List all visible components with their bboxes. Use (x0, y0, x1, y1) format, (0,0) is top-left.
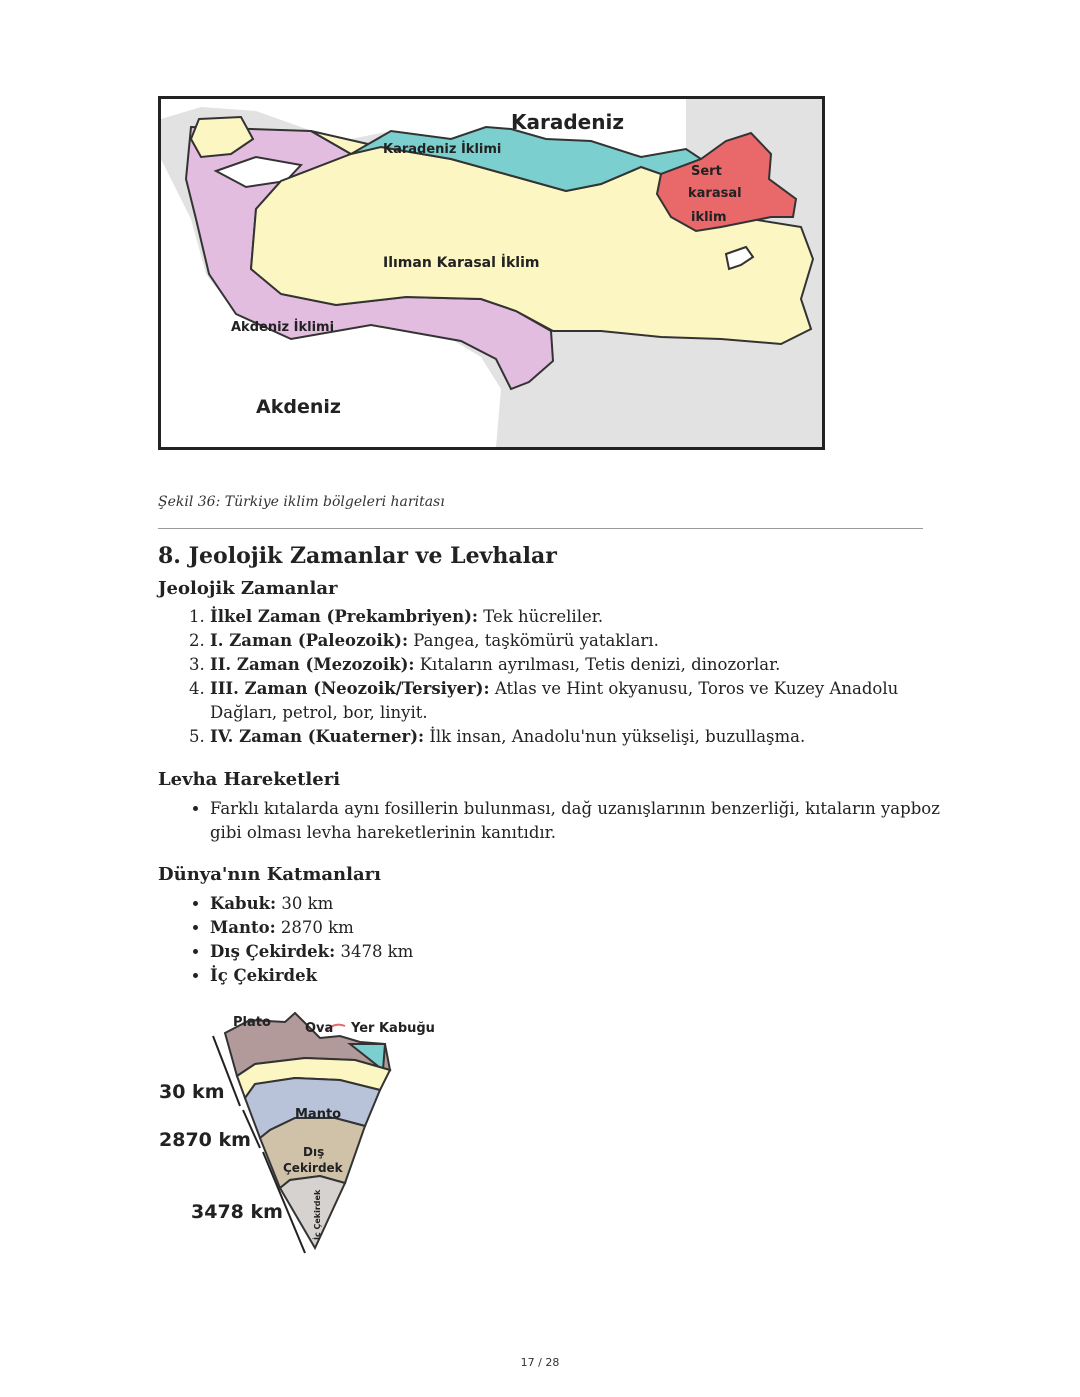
plates-list (158, 797, 950, 845)
label-yer-kabugu: Yer Kabuğu (351, 1021, 435, 1036)
item-bold: I. Zaman (Paleozoik): (210, 631, 409, 650)
item-text: Tek hücreliler. (478, 607, 604, 626)
map-label-akdeniz-climate: Akdeniz İklimi (231, 320, 335, 335)
label-ic-cekirdek: İç Çekirdek (313, 1189, 322, 1240)
list-item (210, 629, 950, 653)
earth-layers-diagram (155, 1008, 440, 1264)
map-label-iliman: Ilıman Karasal İklim (383, 255, 540, 271)
item-bold: III. Zaman (Neozoik/Tersiyer): (210, 679, 490, 698)
section-title: 8. Jeolojik Zamanlar ve Levhalar (158, 543, 557, 569)
layers-heading: Dünya'nın Katmanları (158, 864, 381, 885)
map-label-sert-1: Sert (691, 164, 722, 179)
geo-times-list (158, 605, 950, 749)
item-text: 2870 km (275, 918, 354, 937)
label-manto: Manto (295, 1107, 342, 1122)
map-label-karadeniz-sea: Karadeniz (511, 110, 624, 134)
list-item (210, 653, 950, 677)
earth-layers-svg (155, 1008, 440, 1264)
page-number: 17 / 28 (520, 1356, 560, 1369)
item-bold: II. Zaman (Mezozoik): (210, 655, 415, 674)
item-text: 3478 km (335, 942, 414, 961)
item-text: İlk insan, Anadolu'nun yükselişi, buzullaşma. (424, 727, 806, 746)
item-bold: Manto: (210, 918, 276, 937)
geo-times-heading: Jeolojik Zamanlar (158, 578, 338, 599)
map-label-akdeniz-sea: Akdeniz (256, 396, 341, 418)
item-bold: İlkel Zaman (Prekambriyen): (210, 607, 479, 626)
label-dis-2: Çekirdek (283, 1161, 343, 1175)
item-text: Kıtaların ayrılması, Tetis denizi, dinozorlar. (414, 655, 781, 674)
item-text: Pangea, taşkömürü yatakları. (408, 631, 659, 650)
item-bold: İç Çekirdek (210, 966, 318, 985)
item-bold: Dış Çekirdek: (210, 942, 336, 961)
map-label-karadeniz-climate: Karadeniz İklimi (383, 142, 502, 157)
label-plato: Plato (233, 1015, 271, 1030)
layers-list (158, 892, 950, 988)
item-text: 30 km (276, 894, 334, 913)
turkey-climate-map (158, 96, 825, 450)
map-label-sert-2: karasal (688, 186, 742, 201)
item-bold: Kabuk: (210, 894, 277, 913)
item-text: Atlas ve Hint okyanusu, Toros ve Kuzey Anadolu Dağları, petrol, bor, linyit. (210, 679, 899, 722)
list-item (210, 964, 950, 988)
list-item (210, 940, 950, 964)
list-item (210, 605, 950, 629)
label-30km: 30 km (159, 1081, 225, 1103)
label-3478km: 3478 km (191, 1201, 283, 1223)
label-dis-1: Dış (303, 1145, 325, 1159)
list-item (210, 725, 950, 749)
list-item (210, 916, 950, 940)
list-item (210, 892, 950, 916)
figure-caption: Şekil 36: Türkiye iklim bölgeleri haritası (158, 494, 445, 510)
label-ova: Ova (305, 1021, 334, 1036)
divider (158, 528, 923, 529)
label-2870km: 2870 km (159, 1129, 251, 1151)
list-item (210, 677, 950, 725)
climate-map-svg (161, 99, 822, 447)
list-item: • Farklı kıtalarda aynı fosillerin bulunması, dağ uzanışlarının benzerliği, kıtaların yapboz gibi olması levha hareketlerinin kanıtıdır. (210, 797, 950, 845)
map-label-sert-3: iklim (691, 210, 727, 225)
item-bold: IV. Zaman (Kuaterner): (210, 727, 425, 746)
plates-heading: Levha Hareketleri (158, 769, 341, 790)
